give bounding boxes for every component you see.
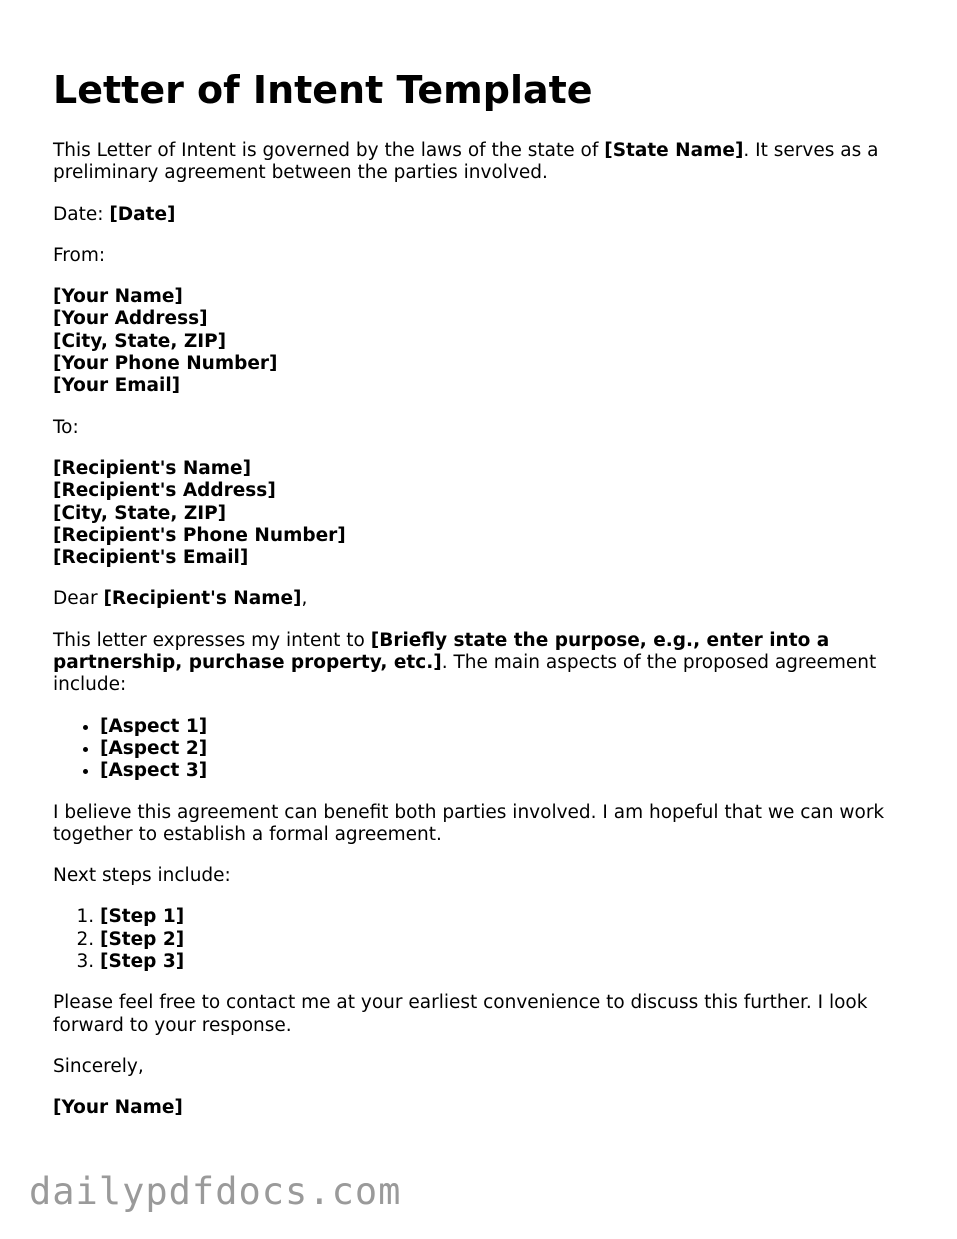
sender-phone: [Your Phone Number] xyxy=(53,353,278,375)
list-item: 3. [Step 3] xyxy=(100,951,913,973)
sender-city-state-zip: [City, State, ZIP] xyxy=(53,330,227,352)
intro-text-before: This Letter of Intent is governed by the laws of the state of xyxy=(53,140,605,161)
list-item: • [Aspect 1] xyxy=(100,716,913,738)
letter-page xyxy=(53,66,913,1139)
steps-list xyxy=(53,906,913,973)
list-item: • [Aspect 2] xyxy=(100,738,913,760)
aspects-list xyxy=(53,716,913,783)
list-item: 1. [Step 1] xyxy=(100,906,913,928)
date-line xyxy=(53,204,913,226)
purpose-before: This letter expresses my intent to xyxy=(53,629,371,651)
salutation-name: [Recipient's Name] xyxy=(103,588,302,610)
page-title: Letter of Intent Template xyxy=(53,68,593,112)
sender-email: [Your Email] xyxy=(53,375,181,397)
recipient-email: [Recipient's Email] xyxy=(53,547,249,569)
recipient-name: [Recipient's Name] xyxy=(53,457,252,479)
sender-name: [Your Name] xyxy=(53,286,183,308)
purpose-after: . The main aspects of the proposed agreement include: xyxy=(53,652,877,696)
purpose-placeholder: [Briefly state the purpose, e.g., enter into a partnership, purchase property, etc.] xyxy=(53,629,830,674)
salutation xyxy=(53,588,913,610)
salutation-after: , xyxy=(301,588,308,610)
benefit-paragraph: I believe this agreement can benefit both parties involved. I am hopeful that we can work together to establish a formal agreement. xyxy=(53,801,885,845)
date-placeholder: [Date] xyxy=(109,203,176,225)
recipient-city-state-zip: [City, State, ZIP] xyxy=(53,502,227,524)
to-label: To: xyxy=(53,416,79,438)
next-steps-label: Next steps include: xyxy=(53,865,231,887)
recipient-address-block xyxy=(53,458,913,569)
signature-name xyxy=(53,1097,913,1119)
salutation-before: Dear xyxy=(53,588,104,610)
purpose-paragraph xyxy=(53,630,913,697)
recipient-phone: [Recipient's Phone Number] xyxy=(53,524,346,546)
intro-text-after: . It serves as a preliminary agreement between the parties involved. xyxy=(53,140,879,184)
sender-address: [Your Address] xyxy=(53,308,208,330)
signature-name-placeholder: [Your Name] xyxy=(53,1097,183,1119)
state-name-placeholder: [State Name] xyxy=(604,140,744,161)
list-item: 2. [Step 2] xyxy=(100,929,913,951)
closing-paragraph: Please feel free to contact me at your earliest convenience to discuss this further. I look forward to your response. xyxy=(53,992,868,1036)
watermark: dailypdfdocs.com xyxy=(29,1170,402,1213)
date-label: Date: xyxy=(53,203,110,225)
recipient-address: [Recipient's Address] xyxy=(53,480,276,502)
intro-paragraph xyxy=(53,140,913,185)
sender-address-block xyxy=(53,286,913,397)
from-label: From: xyxy=(53,244,106,266)
sign-off: Sincerely, xyxy=(53,1055,144,1077)
list-item: • [Aspect 3] xyxy=(100,760,913,782)
